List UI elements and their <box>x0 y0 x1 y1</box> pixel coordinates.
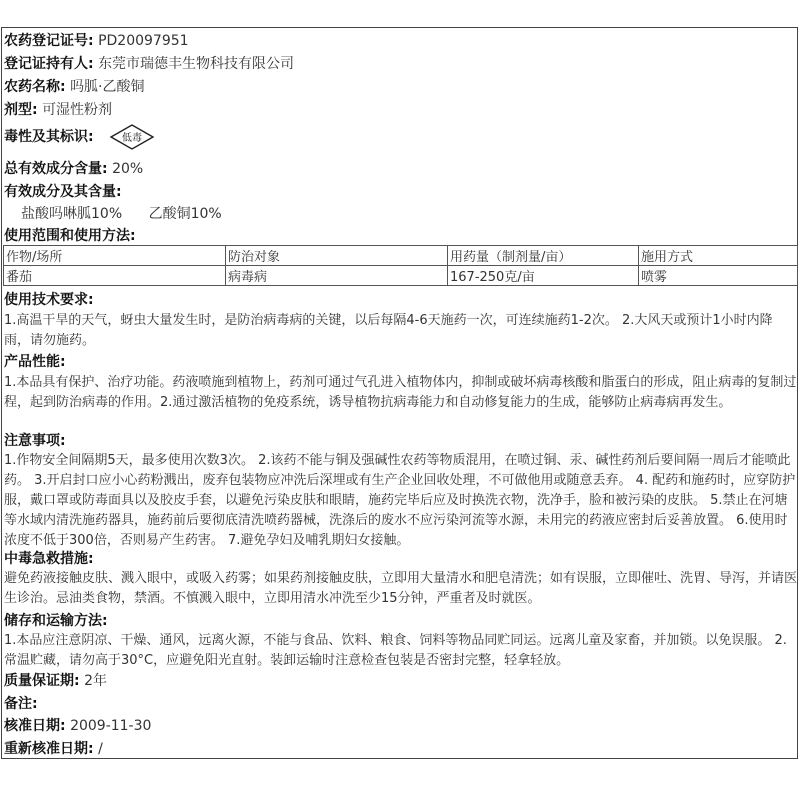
cell-target: 病毒病 <box>226 266 448 286</box>
approval-label: 核准日期: <box>4 718 66 734</box>
table-row <box>4 266 798 286</box>
col-header-crop: 作物/场所 <box>4 246 226 266</box>
approval-value: 2009-11-30 <box>70 718 152 734</box>
tech-text: 1.高温干旱的天气，蚜虫大量发生时，是防治病毒病的关键，以后每隔4-6天施药一次，可连续施药1-2次。 2.大风天或预计1小时内降雨，请勿施药。 <box>4 313 773 348</box>
col-header-target: 防治对象 <box>226 246 448 266</box>
usage-heading <box>4 226 795 246</box>
cautions-label: 注意事项: <box>4 433 66 449</box>
remarks-row <box>4 694 795 714</box>
cell-dosage: 167-250克/亩 <box>448 266 639 286</box>
cell-crop: 番茄 <box>4 266 226 286</box>
toxicity-label: 毒性及其标识: <box>4 129 94 145</box>
holder-label: 登记证持有人: <box>4 56 94 72</box>
storage-label: 储存和运输方法: <box>4 613 108 629</box>
total-label: 总有效成分含量: <box>4 161 108 177</box>
cell-method: 喷雾 <box>639 266 798 286</box>
tech-label: 使用技术要求: <box>4 292 94 308</box>
tech-heading <box>4 290 795 310</box>
name-value: 吗胍·乙酸铜 <box>70 79 145 95</box>
form-label: 剂型: <box>4 102 38 118</box>
holder-value: 东莞市瑞德丰生物科技有限公司 <box>98 56 295 72</box>
ingredient-item: 乙酸铜10% <box>148 206 222 222</box>
ingredients-label: 有效成分及其含量: <box>4 184 122 200</box>
approval-row <box>4 716 795 736</box>
firstaid-heading <box>4 549 795 569</box>
cautions-text: 1.作物安全间隔期5天，最多使用次数3次。 2.该药不能与铜及强碱性农药等物质混用，在喷过铜、汞、碱性药剂后要间隔一周后才能喷此药。 3.开启封口应小心药粉溅出，废弃包装物应冲洗后深埋或有生产企业回收处理，不可做他用或随意丢弃。 4. 配药和施药时，应穿防护服，戴口罩或防毒面具以及胶皮手套，以避免污染皮肤和眼睛，施药完毕后应及时换洗衣物，洗净手，脸和被污染的皮肤。 5.禁止在河塘等水域内清洗施药器具，施药前后要彻底清洗喷药器械，洗涤后的废水不应污染河流等水源，未用完的药液应密封后妥善放置。 6.使用时浓度不低于300倍，否则易产生药害。 7.避免孕妇及哺乳期妇女接触。 <box>4 453 796 548</box>
ingredients-heading <box>4 182 795 202</box>
warranty-value: 2年 <box>84 673 107 689</box>
warranty-label: 质量保证期: <box>4 673 80 689</box>
warranty-row <box>4 671 795 691</box>
name-label: 农药名称: <box>4 79 66 95</box>
registration-sheet <box>1 27 798 759</box>
remarks-label: 备注: <box>4 696 38 712</box>
reg-no-value: PD20097951 <box>98 33 189 49</box>
col-header-dosage: 用药量（制剂量/亩） <box>448 246 639 266</box>
toxicity-symbol-text: 低毒 <box>122 133 143 144</box>
name-row <box>4 77 795 97</box>
low-toxicity-diamond-icon <box>110 124 154 150</box>
reg-no-label: 农药登记证号: <box>4 33 94 49</box>
reg-no-row <box>4 31 795 51</box>
ingredient-item: 盐酸吗啉胍10% <box>21 206 123 222</box>
performance-heading <box>4 352 795 372</box>
ingredients-list <box>4 204 795 224</box>
holder-row <box>4 54 795 74</box>
usage-label: 使用范围和使用方法: <box>4 228 136 244</box>
col-header-method: 施用方式 <box>639 246 798 266</box>
form-row <box>4 100 795 120</box>
toxicity-row <box>4 124 795 150</box>
usage-table <box>3 245 798 286</box>
usage-table-header <box>4 246 798 266</box>
storage-heading <box>4 611 795 631</box>
storage-text: 1.本品应注意阴凉、干燥、通风，远离火源，不能与食品、饮料、粮食、饲料等物品同贮同运。远离儿童及家畜，并加锁。以免误服。 2.常温贮藏，请勿高于30°C，应避免阳光直射。装卸运输时注意检查包装是否密封完整，轻拿轻放。 <box>4 633 787 668</box>
cautions-heading <box>4 431 795 451</box>
firstaid-text: 避免药液接触皮肤、溅入眼中，或吸入药雾；如果药剂接触皮肤，立即用大量清水和肥皂清洗；如有误服，立即催吐、洗胃、导泻，并请医生诊治。忌油类食物，禁酒。不慎溅入眼中，立即用清水冲洗至少15分钟，严重者及时就医。 <box>4 571 798 606</box>
reapproval-row <box>4 739 795 759</box>
reapproval-value: / <box>98 741 103 757</box>
reapproval-label: 重新核准日期: <box>4 741 94 757</box>
firstaid-label: 中毒急救措施: <box>4 551 94 567</box>
form-value: 可湿性粉剂 <box>42 102 113 118</box>
total-value: 20% <box>112 161 144 177</box>
performance-text: 1.本品具有保护、治疗功能。药液喷施到植物上，药剂可通过气孔进入植物体内，抑制或破坏病毒核酸和脂蛋白的形成，阻止病毒的复制过程，起到防治病毒的作用。2.通过激活植物的免疫系统，诱导植物抗病毒能力和自动修复能力的生成，能够防止病毒病再发生。 <box>4 375 797 410</box>
performance-label: 产品性能: <box>4 354 66 370</box>
total-row <box>4 159 795 179</box>
